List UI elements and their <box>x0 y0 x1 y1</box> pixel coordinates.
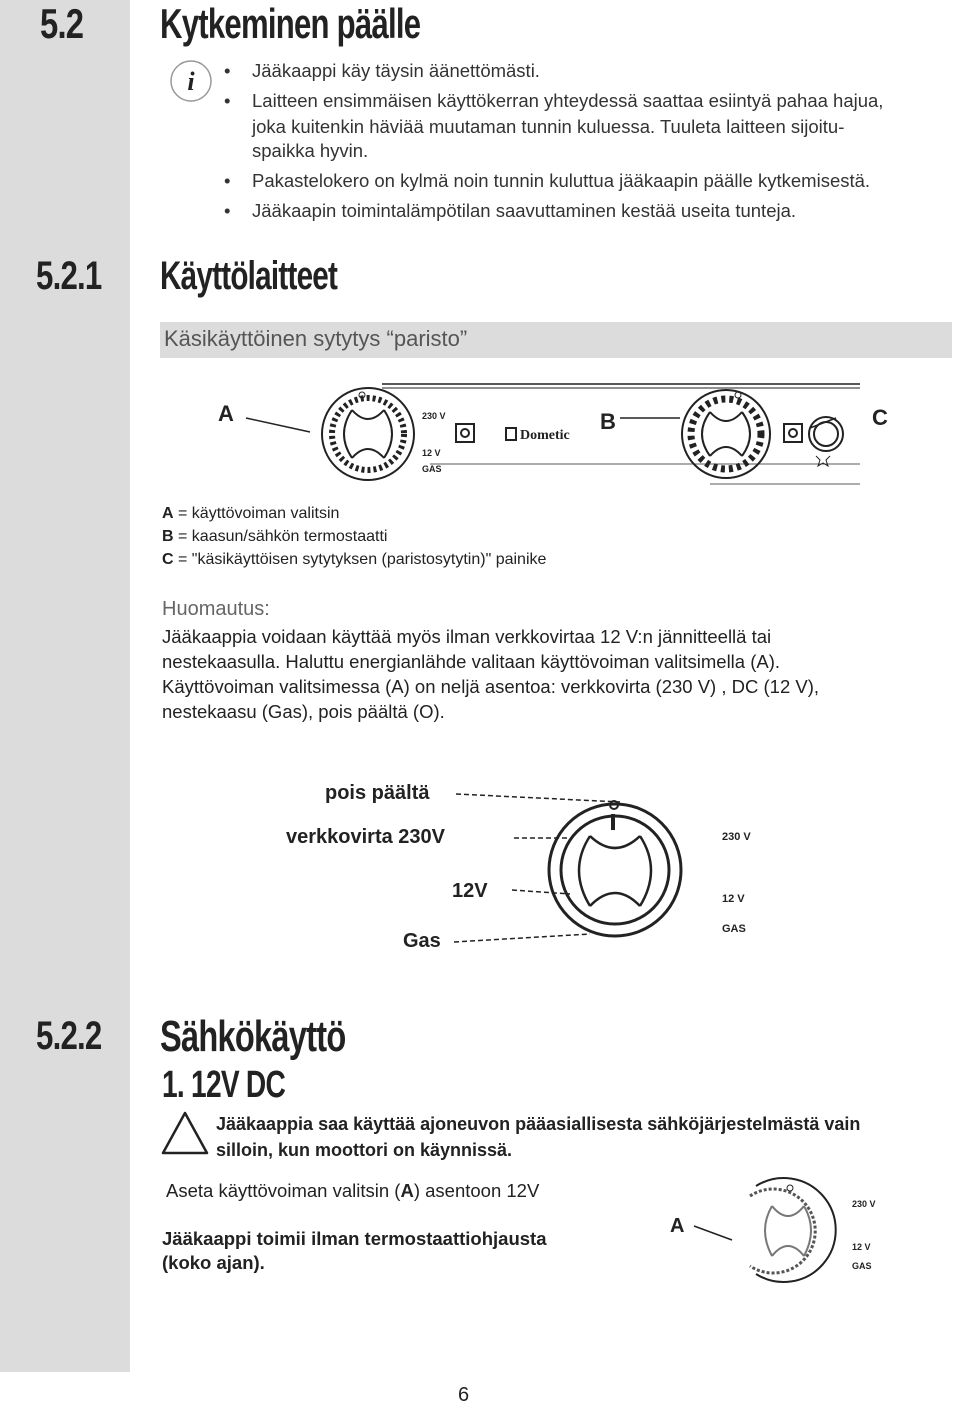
warning-icon <box>160 1110 210 1156</box>
legend-item: B = kaasun/sähkön termostaatti <box>162 528 388 545</box>
subsection-subtitle: 1. 12V DC <box>162 1064 286 1106</box>
warning-line: silloin, kun moottori on käynnissä. <box>216 1140 513 1160</box>
subsection-bar <box>160 322 952 358</box>
section-title: Kytkeminen päälle <box>160 0 421 47</box>
svg-text:GAS: GAS <box>852 1261 872 1271</box>
selector-knob-figure <box>450 780 770 960</box>
subsection-number: 5.2.1 <box>36 254 102 298</box>
svg-text:B: B <box>600 409 616 434</box>
subsection-title: Käyttölaitteet <box>160 254 338 298</box>
page-number: 6 <box>458 1384 470 1406</box>
info-icon <box>168 58 214 104</box>
svg-text:GAS: GAS <box>422 464 442 474</box>
svg-text:12 V: 12 V <box>722 893 745 905</box>
label-dc: 12V <box>452 880 488 902</box>
svg-text:12 V: 12 V <box>422 448 441 458</box>
note-line: Käyttövoiman valitsimessa (A) on neljä asentoa: verkkovirta (230 V) , DC (12 V), <box>162 676 820 697</box>
bold-note-line: Jääkaappi toimii ilman termostaattiohjausta <box>162 1228 547 1249</box>
label-off: pois päältä <box>325 782 430 804</box>
svg-text:C: C <box>872 405 888 430</box>
small-dial-figure <box>660 1170 900 1290</box>
note-heading: Huomautus: <box>162 598 270 620</box>
label-gas: Gas <box>403 930 441 952</box>
svg-text:i: i <box>187 67 195 96</box>
subsection-number: 5.2.2 <box>36 1014 102 1058</box>
svg-text:A: A <box>670 1215 685 1237</box>
note-line: nestekaasulla. Haluttu energianlähde valitaan käyttövoiman valitsimella (A). <box>162 651 781 672</box>
instruction-text: Aseta käyttövoiman valitsin (A) asentoon 12V <box>166 1180 540 1201</box>
legend-item: A = käyttövoiman valitsin <box>162 505 340 522</box>
section-number: 5.2 <box>40 0 84 47</box>
note-line: Jääkaappia voidaan käyttää myös ilman verkkovirtaa 12 V:n jännitteellä tai <box>162 626 772 647</box>
svg-text:230 V: 230 V <box>722 831 751 843</box>
svg-text:230 V: 230 V <box>422 411 446 421</box>
svg-text:230 V: 230 V <box>852 1199 876 1209</box>
svg-text:Dometic: Dometic <box>520 428 570 443</box>
svg-text:GAS: GAS <box>722 923 746 935</box>
svg-text:A: A <box>218 401 234 426</box>
subsection-title: Sähkökäyttö <box>160 1012 346 1061</box>
control-panel-figure <box>160 378 888 498</box>
label-mains: verkkovirta 230V <box>286 826 446 848</box>
bold-note-line: (koko ajan). <box>162 1252 265 1273</box>
legend-item: C = "käsikäyttöisen sytytyksen (paristosytytin)" painike <box>162 551 547 568</box>
warning-line: Jääkaappia saa käyttää ajoneuvon pääasiallisesta sähköjärjestelmästä vain <box>216 1114 861 1134</box>
subbar-title: Käsikäyttöinen sytytys “paristo” <box>164 326 468 351</box>
left-sidebar <box>0 0 130 1372</box>
note-line: nestekaasu (Gas), pois päältä (O). <box>162 701 445 722</box>
svg-text:12 V: 12 V <box>852 1242 871 1252</box>
